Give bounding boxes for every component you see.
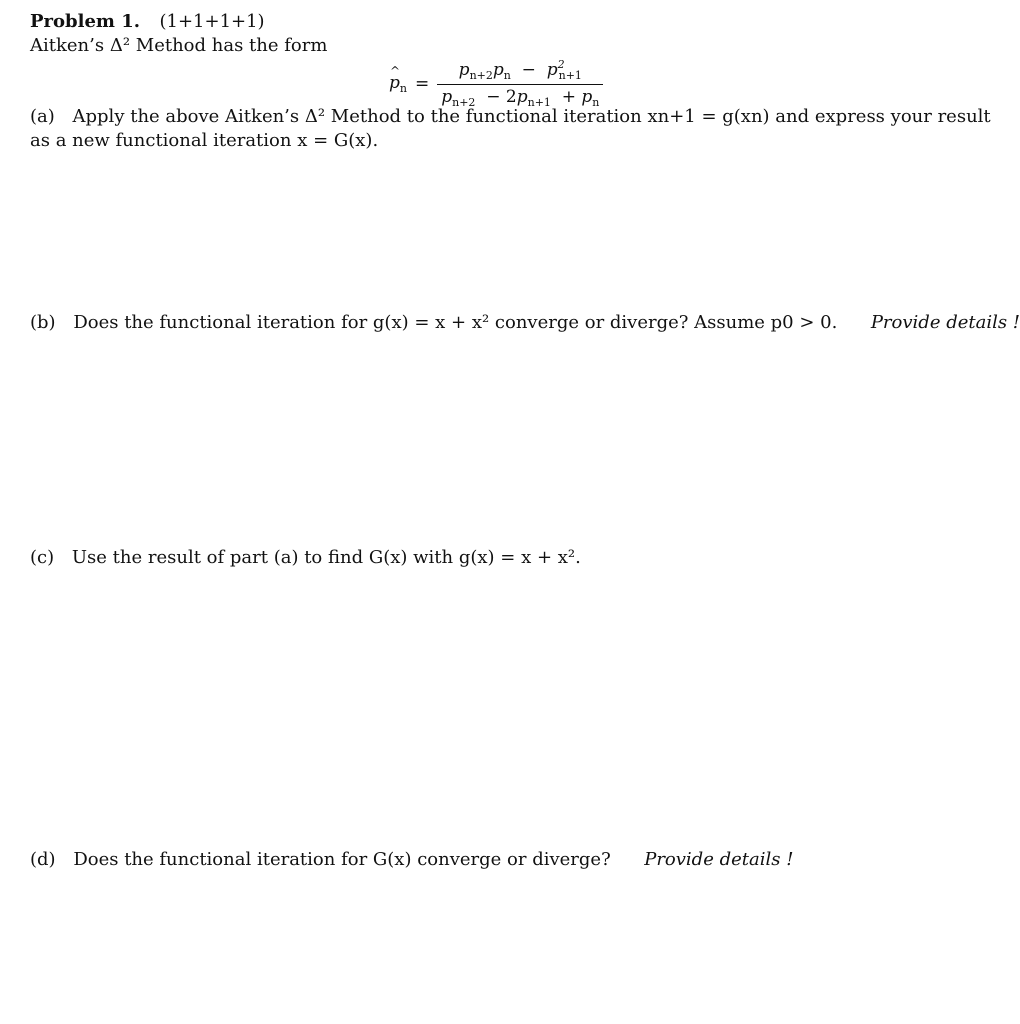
part-d-emphasis: Provide details ! bbox=[644, 849, 794, 870]
part-a-label: (a) bbox=[30, 106, 55, 127]
part-a-text: Apply the above Aitken’s Δ² Method to the functional iteration xn+1 = g(xn) and express your result bbox=[72, 106, 991, 127]
part-b-emphasis: Provide details ! bbox=[870, 312, 1020, 333]
problem-points: (1+1+1+1) bbox=[159, 11, 265, 32]
part-b-text: Does the functional iteration for g(x) = x + x² converge or diverge? Assume p0 > 0. bbox=[73, 312, 838, 333]
part-a-line1 bbox=[30, 106, 991, 128]
aitken-formula bbox=[389, 58, 603, 109]
part-b bbox=[30, 312, 1020, 334]
part-c bbox=[30, 547, 581, 569]
formula-fraction bbox=[437, 58, 603, 109]
problem-title: Problem 1. bbox=[30, 11, 141, 32]
problem-intro: Aitken’s Δ² Method has the form bbox=[30, 35, 328, 56]
part-d bbox=[30, 849, 793, 871]
part-c-text: Use the result of part (a) to find G(x) with g(x) = x + x². bbox=[71, 547, 581, 568]
formula-denominator: $p_{n+2} - 2p_{n+1} + p_n$ bbox=[441, 87, 600, 109]
problem-header bbox=[30, 11, 265, 33]
part-c-label: (c) bbox=[30, 547, 55, 568]
part-a-line2: as a new functional iteration x = G(x). bbox=[30, 130, 379, 151]
formula-numerator: $p_{n+2}p_n - p^2_{n+1}$ bbox=[458, 58, 582, 82]
formula-lhs: ^ $p_n$ = bbox=[389, 73, 429, 95]
part-b-label: (b) bbox=[30, 312, 56, 333]
part-d-text: Does the functional iteration for G(x) converge or diverge? bbox=[73, 849, 611, 870]
part-d-label: (d) bbox=[30, 849, 56, 870]
